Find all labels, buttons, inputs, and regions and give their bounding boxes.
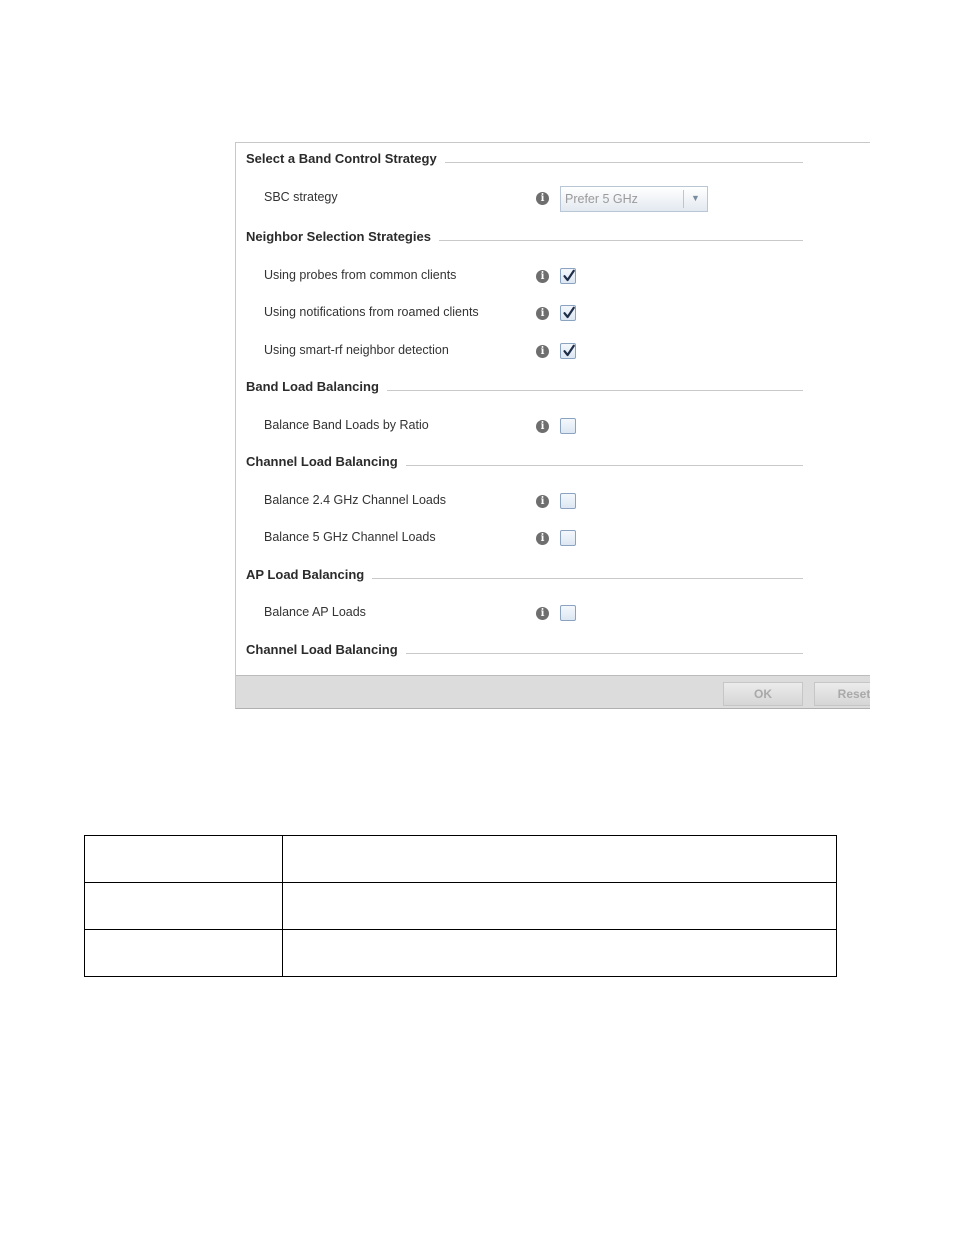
- info-icon[interactable]: i: [536, 307, 549, 320]
- section-title: Neighbor Selection Strategies: [246, 229, 439, 244]
- ghz24-checkbox[interactable]: [560, 493, 576, 509]
- table-cell: [85, 930, 283, 977]
- table-row: [85, 883, 837, 930]
- section-title: Band Load Balancing: [246, 379, 387, 394]
- empty-table: [84, 835, 837, 977]
- info-icon[interactable]: i: [536, 345, 549, 358]
- row-ghz5: [236, 523, 870, 553]
- row-ratio: [236, 411, 870, 441]
- info-icon[interactable]: i: [536, 420, 549, 433]
- ratio-checkbox[interactable]: [560, 418, 576, 434]
- checkmark-icon: [562, 269, 576, 283]
- sbc-strategy-select[interactable]: [560, 186, 708, 212]
- select-divider: [683, 190, 684, 208]
- ap-checkbox[interactable]: [560, 605, 576, 621]
- sbc-strategy-value: Prefer 5 GHz: [565, 192, 638, 206]
- table-cell: [283, 930, 837, 977]
- section-ap-load: [236, 561, 870, 591]
- section-title: AP Load Balancing: [246, 567, 372, 582]
- info-icon[interactable]: i: [536, 270, 549, 283]
- probes-checkbox[interactable]: [560, 268, 576, 284]
- row-ap: [236, 598, 870, 628]
- section-band-control: [236, 145, 870, 175]
- row-sbc-strategy: [236, 183, 870, 213]
- table-cell: [85, 883, 283, 930]
- ghz5-checkbox[interactable]: [560, 530, 576, 546]
- info-icon[interactable]: i: [536, 495, 549, 508]
- table-cell: [283, 836, 837, 883]
- section-channel-load-2: [236, 636, 870, 666]
- ghz24-label: Balance 2.4 GHz Channel Loads: [264, 493, 447, 507]
- band-steering-panel: [235, 142, 870, 709]
- probes-label: Using probes from common clients: [264, 268, 457, 282]
- ok-button[interactable]: OK: [723, 682, 803, 706]
- table-row: [85, 930, 837, 977]
- reset-button[interactable]: Reset: [814, 682, 870, 706]
- smartrf-checkbox[interactable]: [560, 343, 576, 359]
- info-icon[interactable]: i: [536, 532, 549, 545]
- chevron-down-icon[interactable]: ▼: [691, 193, 700, 203]
- table-cell: [85, 836, 283, 883]
- row-notifications: [236, 298, 870, 328]
- row-ghz24: [236, 486, 870, 516]
- section-title: Select a Band Control Strategy: [246, 151, 445, 166]
- info-icon[interactable]: i: [536, 607, 549, 620]
- sbc-strategy-label: SBC strategy: [264, 190, 338, 204]
- section-band-load: [236, 373, 870, 403]
- notifications-label: Using notifications from roamed clients: [264, 305, 479, 319]
- section-title: Channel Load Balancing: [246, 642, 406, 657]
- table-cell: [283, 883, 837, 930]
- ap-label: Balance AP Loads: [264, 605, 366, 619]
- smartrf-label: Using smart-rf neighbor detection: [264, 343, 449, 357]
- checkmark-icon: [562, 306, 576, 320]
- ghz5-label: Balance 5 GHz Channel Loads: [264, 530, 436, 544]
- notifications-checkbox[interactable]: [560, 305, 576, 321]
- info-icon[interactable]: i: [536, 192, 549, 205]
- table-row: [85, 836, 837, 883]
- section-channel-load: [236, 448, 870, 478]
- ratio-label: Balance Band Loads by Ratio: [264, 418, 429, 432]
- section-title: Channel Load Balancing: [246, 454, 406, 469]
- panel-footer: [236, 675, 870, 709]
- section-neighbor: [236, 223, 870, 253]
- row-probes: [236, 261, 870, 291]
- checkmark-icon: [562, 344, 576, 358]
- row-smartrf: [236, 336, 870, 366]
